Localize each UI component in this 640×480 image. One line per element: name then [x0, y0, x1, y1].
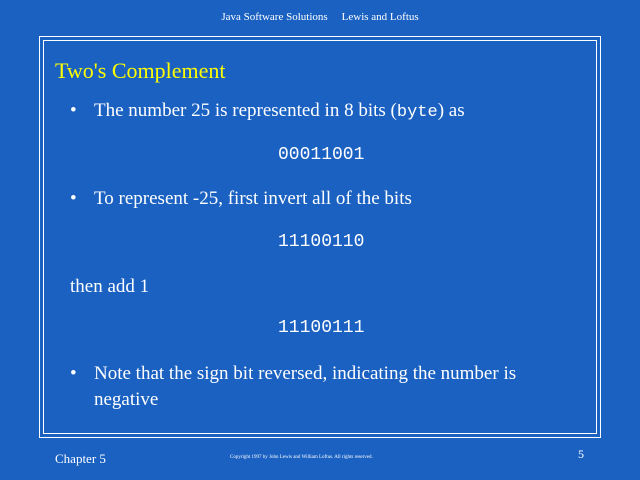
- bullet-1-after: ) as: [437, 100, 465, 121]
- then-add-text: then add 1: [70, 276, 150, 297]
- slide-header: [0, 11, 640, 23]
- bullet-3-marker: •: [70, 363, 77, 384]
- authors: Lewis and Loftus: [341, 11, 419, 23]
- page-number: 5: [578, 447, 584, 461]
- bullet-3-text-line1: Note that the sign bit reversed, indicating the number is: [94, 363, 517, 384]
- bullet-1-text: [94, 100, 465, 122]
- book-title: Java Software Solutions: [221, 11, 328, 23]
- bullet-1-before: The number 25 is represented in 8 bits (: [94, 100, 397, 121]
- bullet-3-text-line2: negative: [94, 389, 159, 410]
- byte-keyword: byte: [396, 103, 438, 122]
- binary-value-inverted: 11100110: [278, 232, 365, 252]
- binary-value-result: 11100111: [278, 318, 365, 338]
- chapter-label: Chapter 5: [55, 451, 106, 466]
- slide-title: Two's Complement: [55, 58, 226, 83]
- bullet-2-marker: •: [70, 188, 77, 209]
- bullet-2-text: To represent -25, first invert all of the bits: [94, 188, 412, 209]
- bullet-1-marker: •: [70, 100, 77, 121]
- binary-value-25: 00011001: [278, 145, 365, 165]
- copyright-notice: Copyright 1997 by John Lewis and William Loftus. All rights reserved.: [230, 455, 373, 460]
